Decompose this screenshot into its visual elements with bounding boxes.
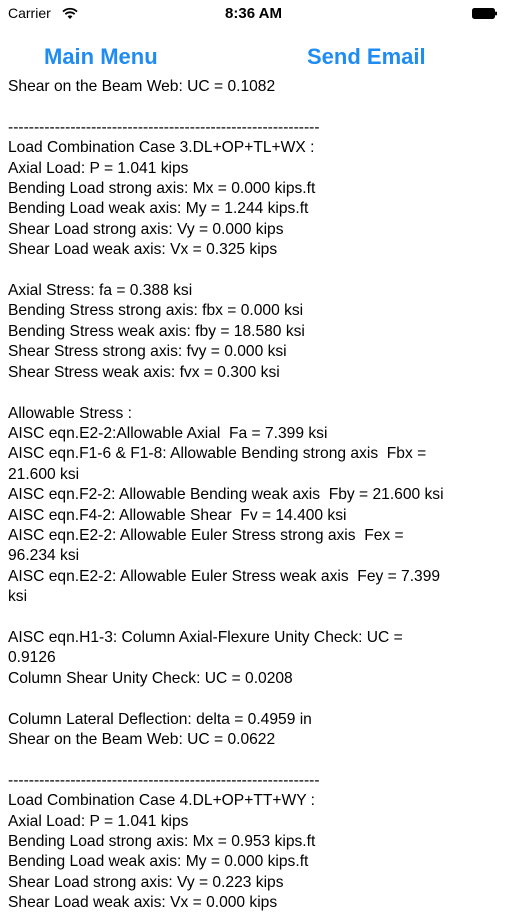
report-line: 21.600 ksi: [8, 465, 80, 483]
report-line: Axial Load: P = 1.041 kips: [8, 159, 189, 177]
report-line: AISC eqn.E2-2: Allowable Euler Stress weak axis Fey = 7.399: [8, 567, 441, 585]
blank-line: [8, 261, 500, 281]
report-line: ------------------------------------------------------------: [8, 771, 320, 789]
report-line: Shear Stress strong axis: fvy = 0.000 ksi: [8, 343, 287, 361]
report-line: 0.9126: [8, 649, 56, 667]
blank-line: [8, 750, 500, 770]
report-line: AISC eqn.F2-2: Allowable Bending weak axis Fby = 21.600 ksi: [8, 486, 444, 504]
battery-icon: [472, 8, 498, 19]
status-time: 8:36 AM: [225, 5, 282, 22]
report-line: Load Combination Case 3.DL+OP+TL+WX :: [8, 139, 315, 157]
report-text: [8, 77, 500, 914]
report-line: 96.234 ksi: [8, 547, 80, 565]
report-line: Shear Load strong axis: Vy = 0.223 kips: [8, 873, 284, 891]
carrier-label: Carrier: [8, 5, 51, 21]
report-line: Bending Load weak axis: My = 0.000 kips.ft: [8, 853, 309, 871]
report-line: Column Lateral Deflection: delta = 0.4959 in: [8, 710, 312, 728]
report-line: Axial Load: P = 1.041 kips: [8, 812, 189, 830]
report-line: Shear Load weak axis: Vx = 0.325 kips: [8, 241, 278, 259]
send-email-button[interactable]: Send Email: [307, 44, 426, 69]
report-line: Bending Stress weak axis: fby = 18.580 ksi: [8, 322, 305, 340]
report-line: Column Shear Unity Check: UC = 0.0208: [8, 669, 293, 687]
report-line: Axial Stress: fa = 0.388 ksi: [8, 282, 193, 300]
report-line: Bending Load weak axis: My = 1.244 kips.ft: [8, 200, 309, 218]
report-line: Bending Load strong axis: Mx = 0.953 kips.ft: [8, 833, 316, 851]
blank-line: [8, 97, 500, 117]
report-line: AISC eqn.F1-6 & F1-8: Allowable Bending strong axis Fbx =: [8, 445, 427, 463]
report-line: AISC eqn.E2-2: Allowable Euler Stress strong axis Fex =: [8, 526, 404, 544]
report-line: Shear on the Beam Web: UC = 0.1082: [8, 78, 276, 95]
report-line: ksi: [8, 588, 28, 606]
nav-bar: [0, 44, 507, 76]
blank-line: [8, 383, 500, 403]
report-line: AISC eqn.H1-3: Column Axial-Flexure Unity Check: UC =: [8, 628, 403, 646]
report-line: Bending Load strong axis: Mx = 0.000 kips.ft: [8, 180, 316, 198]
blank-line: [8, 689, 500, 709]
report-line: AISC eqn.E2-2:Allowable Axial Fa = 7.399 ksi: [8, 424, 328, 442]
report-line: Load Combination Case 4.DL+OP+TT+WY :: [8, 792, 315, 810]
main-menu-button[interactable]: Main Menu: [44, 44, 158, 69]
blank-line: [8, 608, 500, 628]
report-line: Allowable Stress :: [8, 404, 132, 422]
status-bar: [0, 0, 507, 28]
report-line: Shear Load strong axis: Vy = 0.000 kips: [8, 220, 284, 238]
report-line: AISC eqn.F4-2: Allowable Shear Fv = 14.400 ksi: [8, 506, 347, 524]
report-line: Shear on the Beam Web: UC = 0.0622: [8, 731, 276, 748]
report-line: ------------------------------------------------------------: [8, 118, 320, 136]
report-line: Shear Load weak axis: Vx = 0.000 kips: [8, 894, 278, 912]
report-line: Bending Stress strong axis: fbx = 0.000 ksi: [8, 302, 304, 320]
report-line: Shear Stress weak axis: fvx = 0.300 ksi: [8, 363, 280, 381]
